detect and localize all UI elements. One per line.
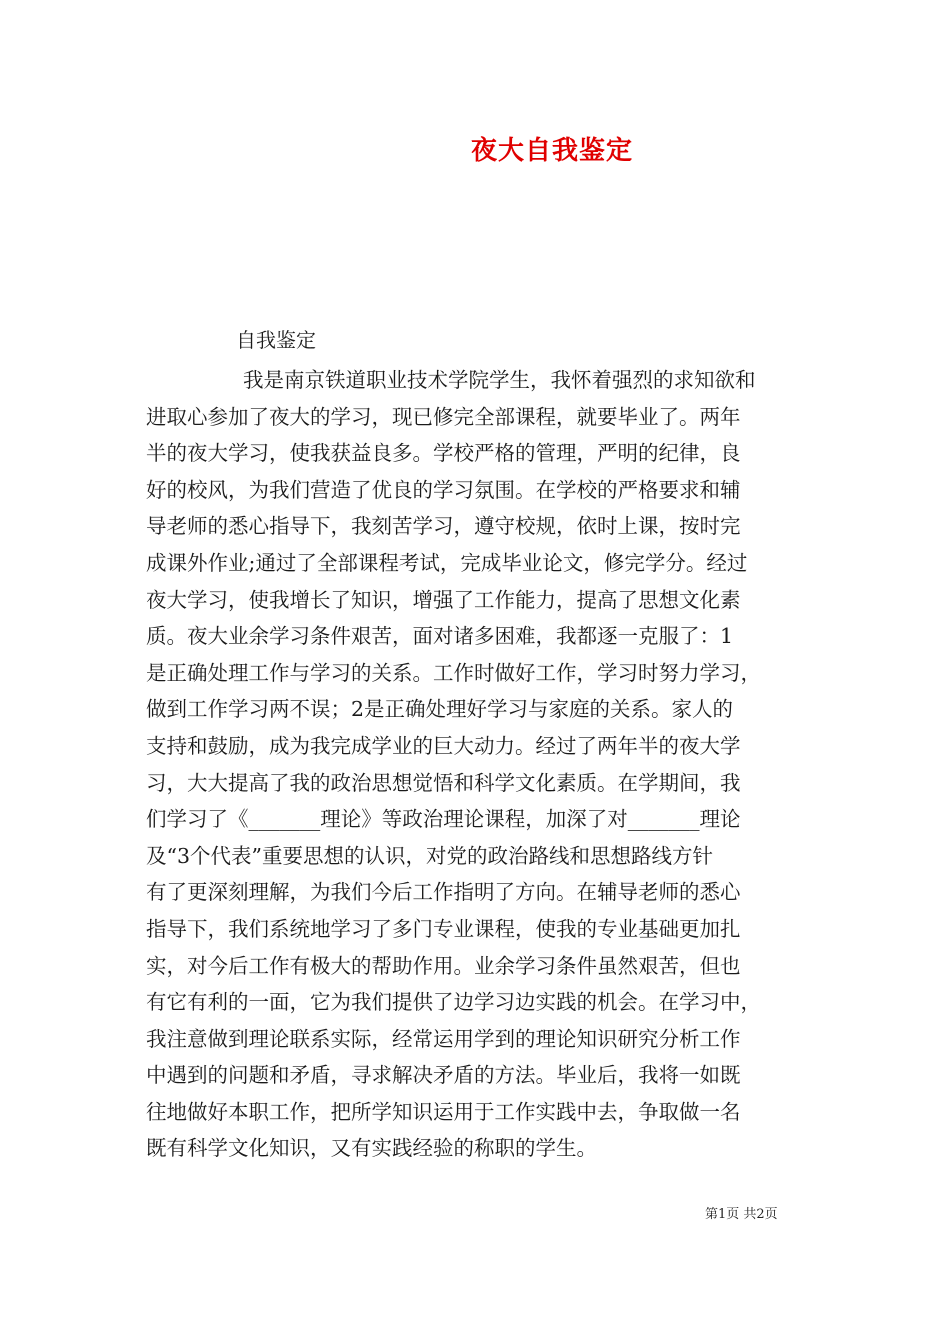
- body-line: 进取心参加了夜大的学习，现已修完全部课程，就要毕业了。两年: [146, 404, 741, 429]
- body-line: 中遇到的问题和矛盾，寻求解决矛盾的方法。毕业后，我将一如既: [146, 1063, 741, 1088]
- body-line: 好的校风，为我们营造了优良的学习氛围。在学校的严格要求和辅: [146, 477, 741, 502]
- body-line: 既有科学文化知识，又有实践经验的称职的学生。: [146, 1136, 597, 1161]
- body-line: 夜大学习，使我增长了知识，增强了工作能力，提高了思想文化素: [146, 587, 741, 612]
- body-line: 实，对今后工作有极大的帮助作用。业余学习条件虽然艰苦，但也: [146, 953, 741, 978]
- body-line: 指导下，我们系统地学习了多门专业课程，使我的专业基础更加扎: [146, 916, 741, 941]
- body-line: 半的夜大学习，使我获益良多。学校严格的管理，严明的纪律，良: [146, 441, 741, 466]
- body-line: 往地做好本职工作，把所学知识运用于工作实践中去，争取做一名: [146, 1099, 741, 1124]
- body-line: 质。夜大业余学习条件艰苦，面对诸多困难，我都逐一克服了：1: [146, 624, 734, 649]
- body-line: 有了更深刻理解，为我们今后工作指明了方向。在辅导老师的悉心: [146, 880, 741, 905]
- body-paragraph: [146, 362, 826, 1167]
- body-line: 导老师的悉心指导下，我刻苦学习，遵守校规，依时上课，按时完: [146, 514, 741, 539]
- body-line: 做到工作学习两不误；2是正确处理好学习与家庭的关系。家人的: [146, 697, 734, 722]
- body-line: 是正确处理工作与学习的关系。工作时做好工作，学习时努力学习，: [146, 660, 761, 685]
- body-line: 我注意做到理论联系实际，经常运用学到的理论知识研究分析工作: [146, 1026, 741, 1051]
- section-heading: 自我鉴定: [236, 328, 316, 352]
- body-line: 我是南京铁道职业技术学院学生，我怀着强烈的求知欲和: [243, 368, 756, 392]
- body-line: 支持和鼓励，成为我完成学业的巨大动力。经过了两年半的夜大学: [146, 733, 741, 758]
- body-line: 习，大大提高了我的政治思想觉悟和科学文化素质。在学期间，我: [146, 770, 741, 795]
- body-line: 及“3个代表”重要思想的认识，对党的政治路线和思想路线方针: [146, 843, 714, 868]
- document-title: 夜大自我鉴定: [470, 136, 633, 166]
- page-number: 第1页 共2页: [705, 1207, 778, 1222]
- body-line: 有它有利的一面，它为我们提供了边学习边实践的机会。在学习中，: [146, 990, 761, 1015]
- body-line: 成课外作业;通过了全部课程考试，完成毕业论文，修完学分。经过: [146, 550, 748, 575]
- body-line: 们学习了《_______理论》等政治理论课程，加深了对_______理论: [146, 807, 741, 832]
